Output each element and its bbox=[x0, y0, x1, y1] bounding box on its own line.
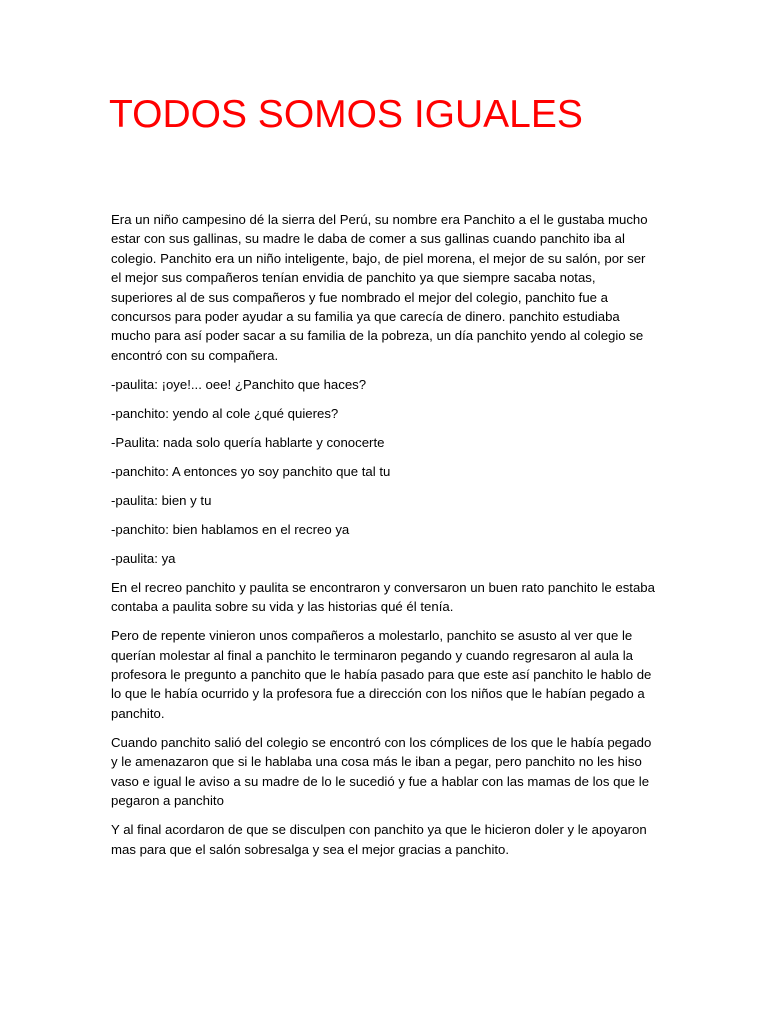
dialogue-line: -panchito: bien hablamos en el recreo ya bbox=[111, 521, 350, 537]
dialogue-line: -paulita: bien y tu bbox=[111, 492, 212, 508]
paragraph-complices: Cuando panchito salió del colegio se encontró con los cómplices de los que le había pegado y le amenazaron que si le hablaba una cosa más le iban a pegar, pero panchito no les hiso vaso e igual le aviso a su madre de lo le sucedió y fue a hablar con las mamas de los que le pegaron a panchito bbox=[111, 734, 652, 809]
document-title: TODOS SOMOS IGUALES bbox=[109, 93, 583, 136]
document-body bbox=[111, 210, 659, 869]
dialogue-line: -panchito: A entonces yo soy panchito que tal tu bbox=[111, 463, 391, 479]
dialogue-line: -panchito: yendo al cole ¿qué quieres? bbox=[111, 405, 339, 421]
dialogue-line: -Paulita: nada solo quería hablarte y conocerte bbox=[111, 434, 385, 450]
dialogue-line: -paulita: ¡oye!... oee! ¿Panchito que haces? bbox=[111, 376, 367, 392]
paragraph-final: Y al final acordaron de que se disculpen con panchito ya que le hicieron doler y le apoyaron mas para que el salón sobresalga y sea el mejor gracias a panchito. bbox=[111, 822, 647, 857]
dialogue-line: -paulita: ya bbox=[111, 550, 176, 566]
paragraph-recreo: En el recreo panchito y paulita se encontraron y conversaron un buen rato panchito le estaba contaba a paulita sobre su vida y las historias qué él tenía. bbox=[111, 579, 655, 615]
paragraph-intro: Era un niño campesino dé la sierra del Perú, su nombre era Panchito a el le gustaba mucho estar con sus gallinas, su madre le daba de comer a sus gallinas cuando panchito iba al colegio. Panchito era un niño inteligente, bajo, de piel morena, el mejor de su salón, por ser el mejor sus compañeros tenían envidia de panchito ya que siempre sacaba notas, superiores al de sus compañeros y fue nombrado el mejor del colegio, panchito fue a concursos para poder ayudar a su familia ya que carecía de dinero. panchito estudiaba mucho para así poder sacar a su familia de la pobreza, un día panchito yendo al colegio se encontró con su compañera. bbox=[111, 212, 648, 363]
paragraph-molestar: Pero de repente vinieron unos compañeros a molestarlo, panchito se asusto al ver que le querían molestar al final a panchito le terminaron pegando y cuando regresaron al aula la profesora le pregunto a panchito que le había pasado para que este así panchito le hablo de lo que le había ocurrido y la profesora fue a dirección con los niños que le habían pegado a panchito. bbox=[111, 628, 652, 721]
